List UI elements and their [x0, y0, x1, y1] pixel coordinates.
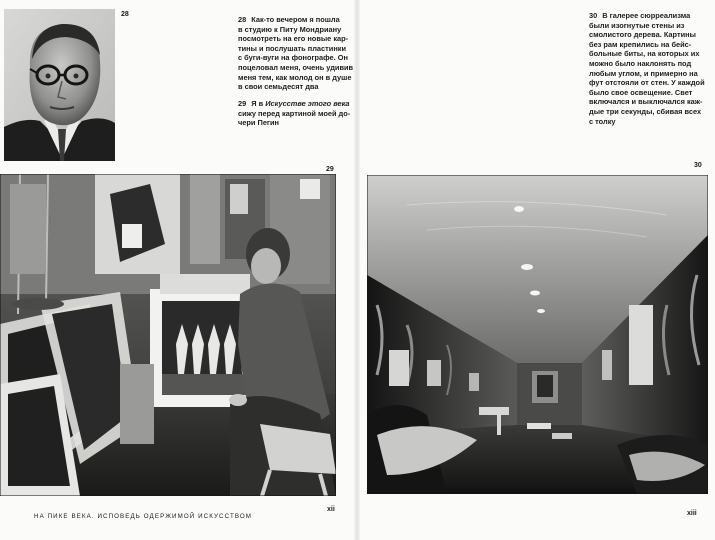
plate-number-29: 29	[326, 166, 334, 173]
caption-29	[238, 99, 356, 128]
caption-line: сижу перед картиной моей до-	[238, 108, 351, 118]
caption-number: 30	[589, 11, 598, 20]
caption-line: с толку	[589, 116, 616, 126]
folio-right: xiii	[687, 510, 697, 517]
gallery-photo	[367, 175, 708, 494]
plate-number-30: 30	[694, 162, 702, 169]
caption-line: с буги-вуги на фонографе. Он	[238, 53, 348, 63]
right-page	[360, 0, 715, 540]
gallery-photo-image	[367, 175, 708, 494]
caption-italic-title: Искусстве этого века	[265, 99, 350, 108]
caption-line: Как-то вечером я пошла	[251, 15, 340, 24]
plate-number-28: 28	[121, 11, 129, 18]
caption-line: тины и послушать пластинки	[238, 43, 347, 53]
left-page	[0, 0, 354, 540]
caption-line: дые три секунды, сбивая всех	[589, 106, 702, 116]
caption-line: можно было наклонять под	[589, 58, 692, 68]
caption-line: смолистого дерева. Картины	[589, 30, 696, 40]
running-footer: НА ПИКЕ ВЕКА. ИСПОВЕДЬ ОДЕРЖИМОЙ ИСКУССТВОМ	[34, 513, 253, 520]
caption-number: 29	[238, 99, 247, 108]
caption-line: включался и выключался каж-	[589, 97, 703, 107]
caption-line: были изогнутые стены из	[589, 20, 685, 30]
caption-line: меня тем, как молод он в душе	[238, 72, 352, 82]
caption-line: посмотреть на его новые кар-	[238, 34, 349, 44]
caption-line: было свое освещение. Свет	[589, 87, 693, 97]
caption-line: фут отстояли от стен. У каждой	[589, 78, 705, 88]
caption-line: больные биты, на которых их	[589, 49, 700, 59]
caption-text-pre: Я в	[251, 99, 266, 108]
caption-30	[589, 11, 713, 126]
studio-photo	[0, 174, 336, 496]
caption-line: чери Пегин	[238, 118, 280, 128]
caption-line: любым углом, и примерно на	[589, 68, 698, 78]
folio-left: xii	[327, 506, 335, 513]
caption-line: В галерее сюрреализма	[602, 11, 691, 20]
caption-line: в студию к Питу Мондриану	[238, 24, 342, 34]
caption-line: в свои семьдесят два	[238, 82, 319, 92]
caption-line: поцеловал меня, очень удивив	[238, 62, 354, 72]
caption-28	[238, 15, 356, 92]
studio-photo-image	[0, 174, 336, 496]
portrait-photo	[4, 9, 115, 161]
portrait-photo-image	[4, 9, 115, 161]
caption-line: без рам крепились на бейс-	[589, 39, 692, 49]
caption-number: 28	[238, 15, 247, 24]
